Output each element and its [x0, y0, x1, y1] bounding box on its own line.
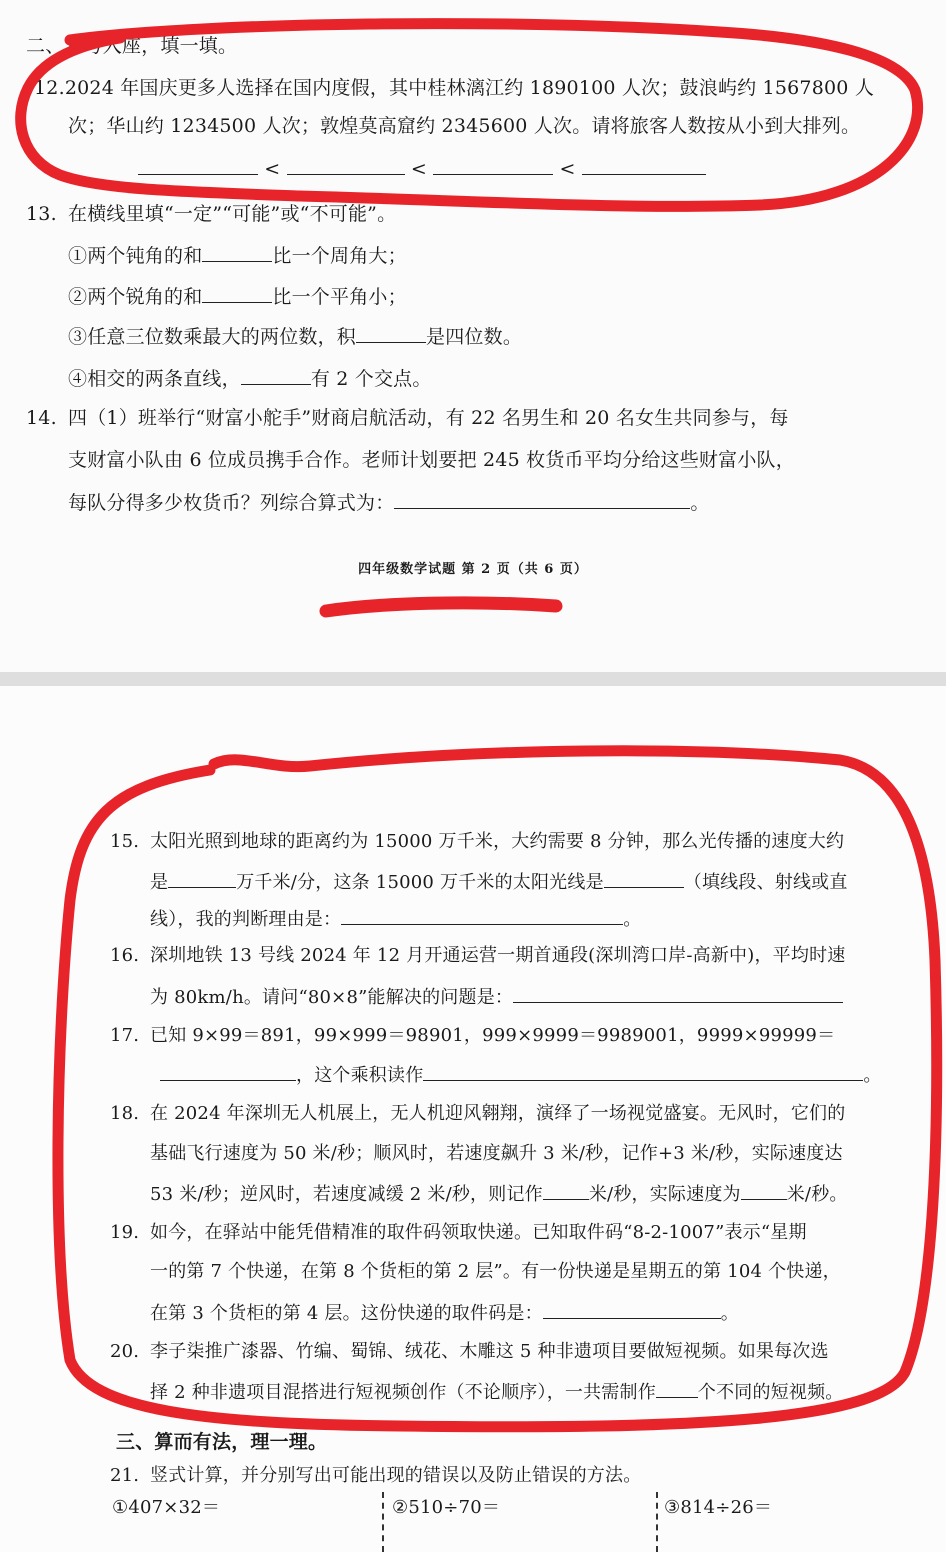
answer-blank[interactable]: [241, 366, 311, 385]
answer-blank[interactable]: [138, 156, 258, 175]
question-15-line-1: 15. 太阳光照到地球的距离约为 15000 万千米，大约需要 8 分钟，那么光传播的速度大约: [110, 831, 845, 852]
question-19-line-1: 19. 如今，在驿站中能凭借精准的取件码领取快递。已知取件码“8-2-1007”表示“星期: [110, 1222, 807, 1243]
question-12-line-1: 12.2024 年国庆更多人选择在国内度假，其中桂林漓江约 1890100 人次；鼓浪屿约 1567800 人: [34, 77, 875, 99]
question-13-item-2: ②两个锐角的和 比一个平角小；: [68, 286, 407, 308]
page-footer: 四年级数学试题 第 2 页（共 6 页）: [358, 562, 588, 577]
question-15-line-3: 线），我的判断理由是： 。: [150, 906, 641, 932]
answer-blank[interactable]: [287, 156, 405, 175]
question-21-part-1: ①407×32＝: [112, 1497, 221, 1518]
answer-blank[interactable]: [168, 869, 236, 888]
answer-blank[interactable]: [341, 906, 623, 925]
question-13-stem: 13. 在横线里填“一定”“可能”或“不可能”。: [26, 203, 397, 225]
question-20-line-2: 择 2 种非遗项目混搭进行短视频创作（不论顺序），一共需制作 个不同的短视频。: [150, 1379, 844, 1405]
question-14-line-3: 每队分得多少枚货币？列综合算式为： 。: [68, 492, 710, 514]
question-13-item-3: ③任意三位数乘最大的两位数，积 是四位数。: [68, 326, 523, 348]
question-19-line-2: 一的第 7 个快递，在第 8 个货柜的第 2 层”。有一份快递是星期五的第 104 个快递，: [150, 1261, 841, 1282]
answer-blank[interactable]: [604, 869, 684, 888]
question-14-line-2: 支财富小队由 6 位成员携手合作。老师计划要把 245 枚货币平均分给这些财富小队，: [68, 449, 795, 471]
question-12-line-2: 次；华山约 1234500 人次；敦煌莫高窟约 2345600 人次。请将旅客人数按从小到大排列。: [68, 115, 861, 137]
question-21-stem: 21. 竖式计算，并分别写出可能出现的错误以及防止错误的方法。: [110, 1465, 642, 1486]
question-number: 12.: [34, 77, 65, 99]
exam-page-3: [0, 686, 946, 1552]
question-12-answer-row: < < <: [138, 156, 706, 181]
dashed-divider: [382, 1492, 384, 1552]
question-21-part-2: ②510÷70＝: [392, 1497, 501, 1518]
question-16-line-2: 为 80km/h。请问“80×8”能解决的问题是：: [150, 984, 843, 1010]
question-15-line-2: 是 万千米/分，这条 15000 万千米的太阳光线是 （填线段、射线或直: [150, 869, 848, 895]
answer-blank[interactable]: [160, 1062, 296, 1081]
question-18-line-3: 53 米/秒；逆风时，若速度减缓 2 米/秒，则记作 米/秒，实际速度为 米/秒。: [150, 1181, 848, 1207]
answer-blank[interactable]: [356, 324, 426, 343]
question-19-line-3: 在第 3 个货柜的第 4 层。这份快递的取件码是： 。: [150, 1300, 739, 1326]
question-21-part-3: ③814÷26＝: [664, 1497, 773, 1518]
answer-blank[interactable]: [433, 156, 553, 175]
answer-blank[interactable]: [656, 1379, 698, 1398]
question-14-line-1: 14. 四（1）班举行“财富小舵手”财商启航活动，有 22 名男生和 20 名女生共同参与，每: [26, 407, 789, 429]
answer-blank[interactable]: [202, 243, 272, 262]
question-13-item-4: ④相交的两条直线， 有 2 个交点。: [68, 368, 432, 390]
answer-blank[interactable]: [394, 490, 690, 509]
question-17-line-1: 17. 已知 9×99＝891，99×999＝98901，999×9999＝9989001，9999×99999＝: [110, 1025, 836, 1046]
answer-blank[interactable]: [543, 1181, 589, 1200]
answer-blank[interactable]: [202, 284, 272, 303]
answer-blank[interactable]: [741, 1181, 787, 1200]
dashed-divider: [656, 1492, 658, 1552]
question-13-item-1: ①两个钝角的和 比一个周角大；: [68, 245, 407, 267]
answer-blank[interactable]: [543, 1300, 721, 1319]
section-heading-2: 二、对号入座，填一填。: [26, 35, 238, 57]
question-18-line-1: 18. 在 2024 年深圳无人机展上，无人机迎风翱翔，演绎了一场视觉盛宴。无风时，它们的: [110, 1103, 846, 1124]
page-separator: [0, 672, 946, 686]
answer-blank[interactable]: [513, 984, 843, 1003]
question-18-line-2: 基础飞行速度为 50 米/秒；顺风时，若速度飙升 3 米/秒，记作+3 米/秒，实际速度达: [150, 1143, 843, 1164]
answer-blank[interactable]: [582, 156, 706, 175]
answer-blank[interactable]: [423, 1062, 863, 1081]
section-heading-3: 三、算而有法，理一理。: [116, 1431, 328, 1453]
question-16-line-1: 16. 深圳地铁 13 号线 2024 年 12 月开通运营一期首通段(深圳湾口岸-高新中)，平均时速: [110, 945, 846, 966]
exam-page-2: [0, 0, 946, 672]
question-17-line-2: ，这个乘积读作 。: [160, 1062, 882, 1088]
question-20-line-1: 20. 李子柒推广漆器、竹编、蜀锦、绒花、木雕这 5 种非遗项目要做短视频。如果每次选: [110, 1341, 829, 1362]
